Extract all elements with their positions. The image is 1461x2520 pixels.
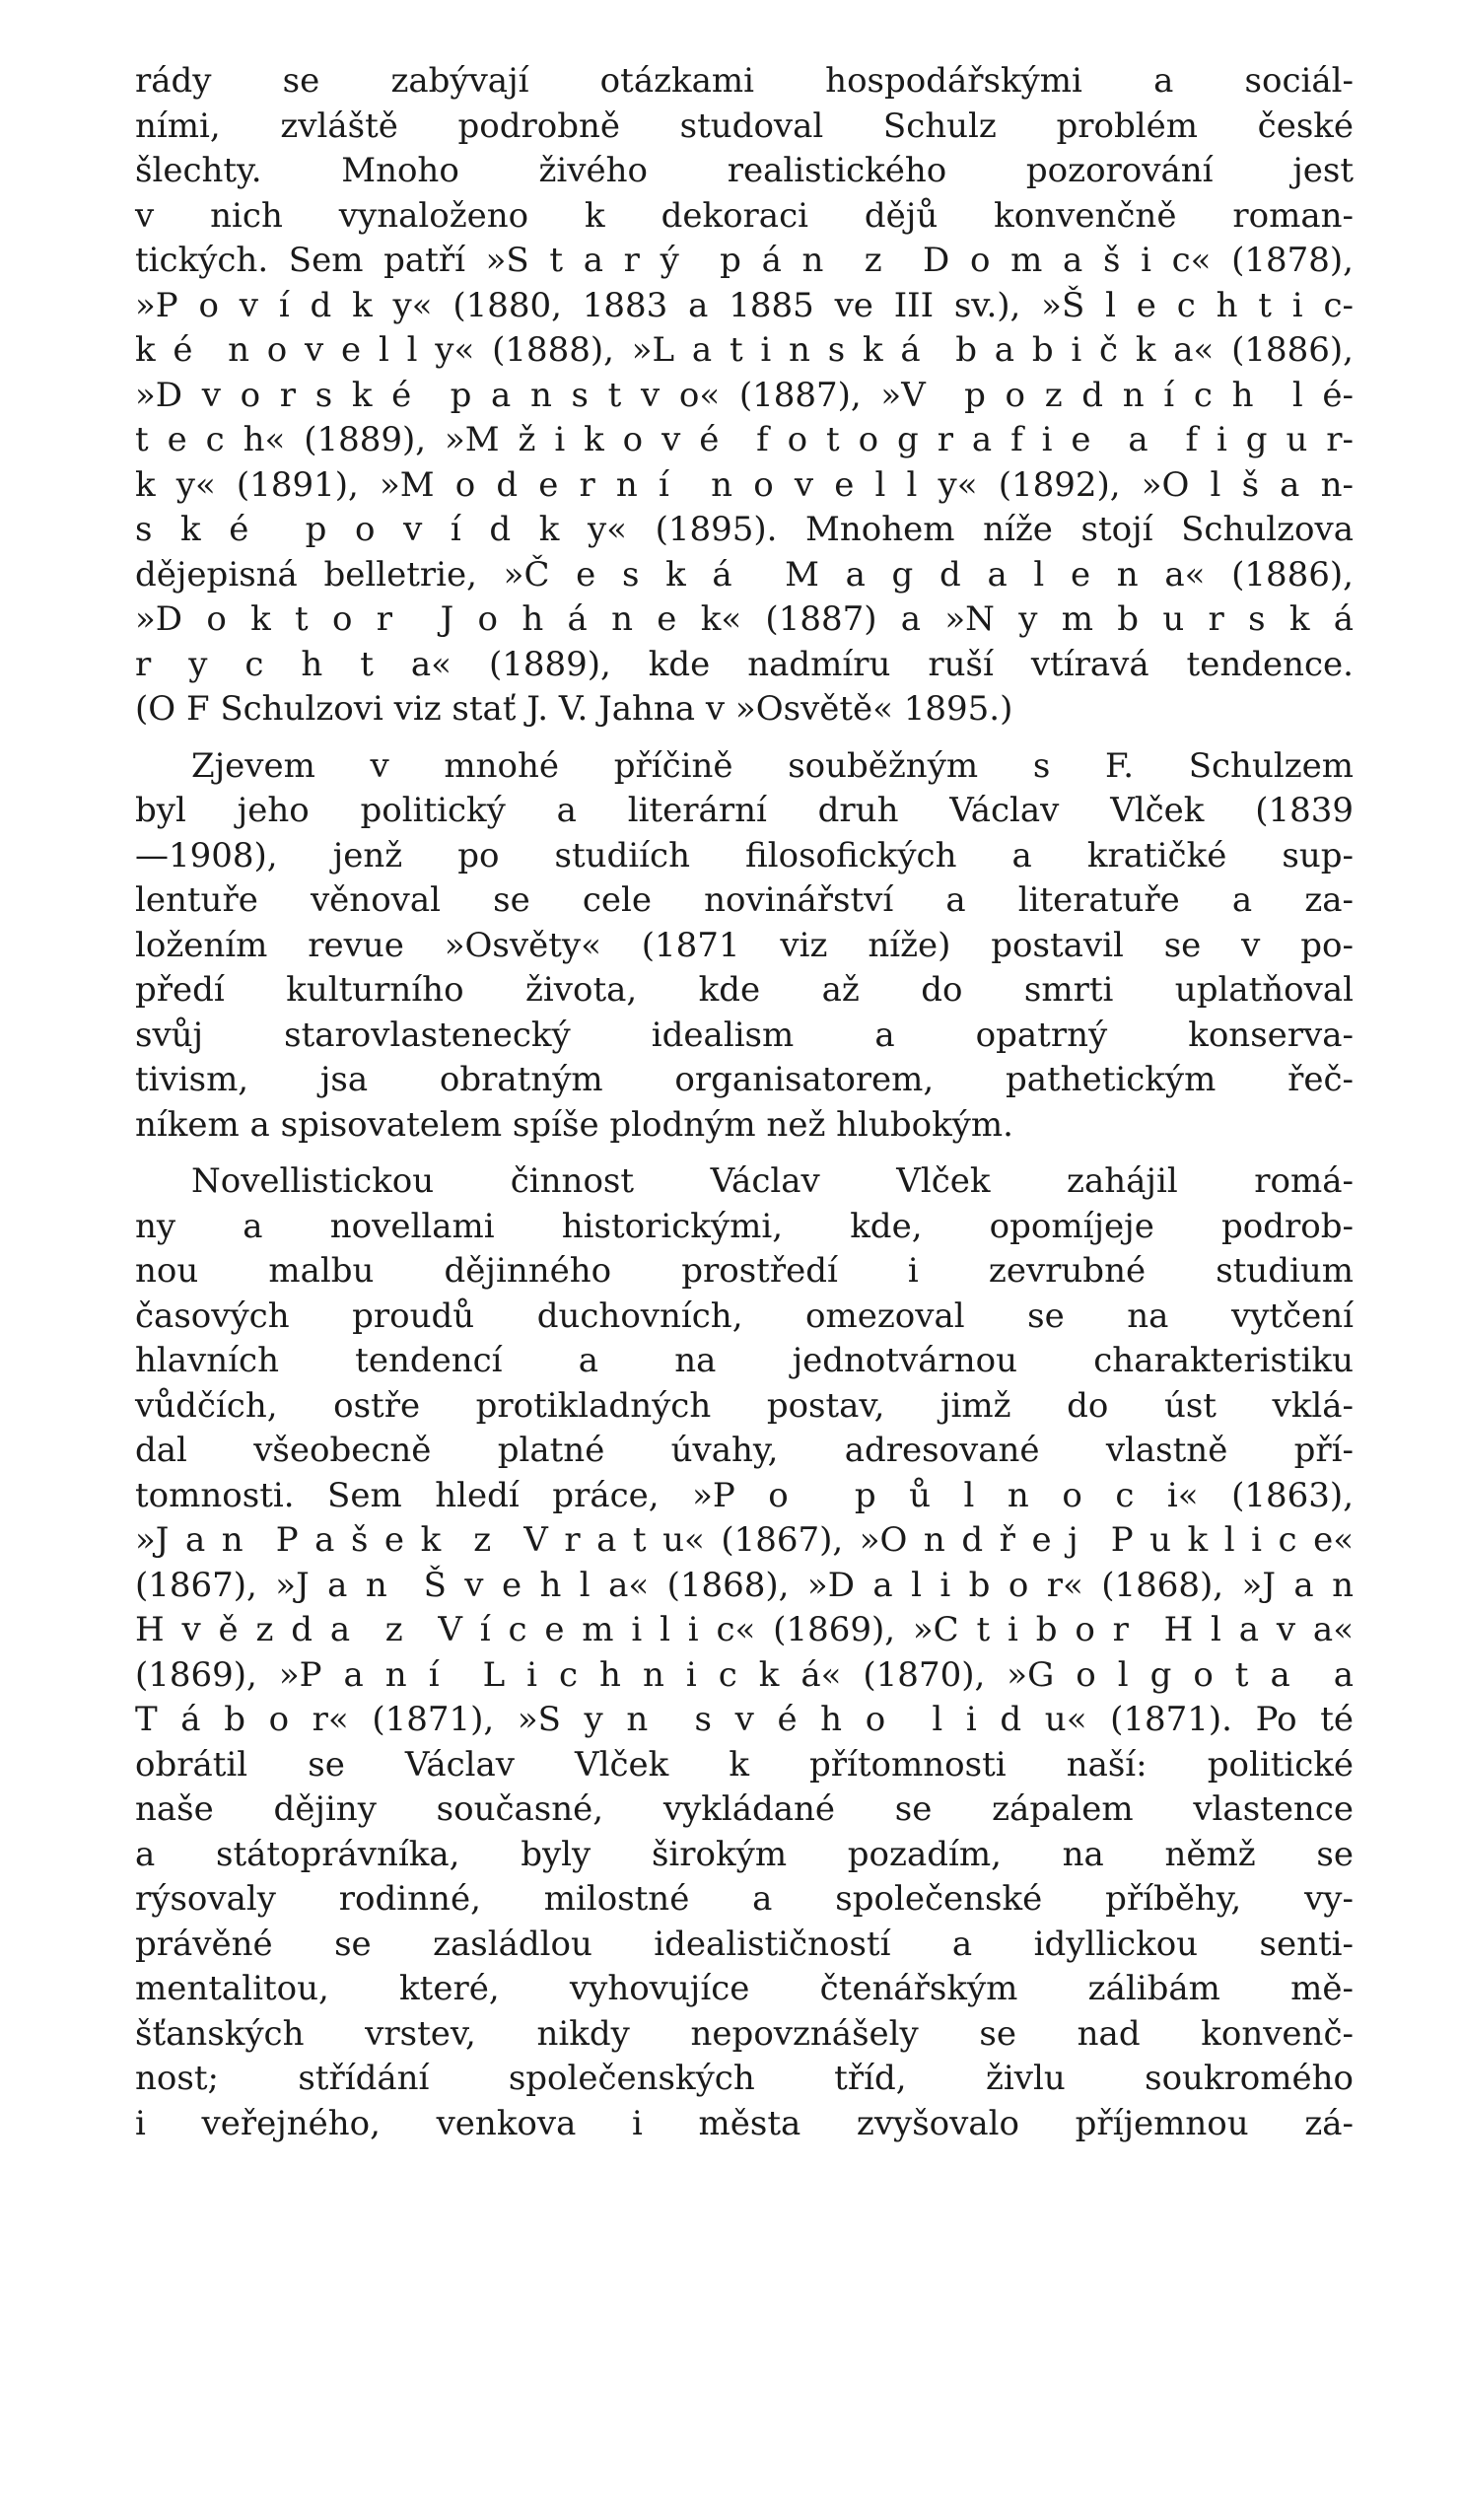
- text-line: rády se zabývají otázkami hospodářskými a sociál-: [135, 61, 1354, 101]
- text-line: tivism, jsa obratným organisatorem, pathetickým řeč-: [135, 1060, 1354, 1099]
- page-text: [135, 59, 1354, 2146]
- paragraph-gap: [135, 1148, 1354, 1159]
- text-line: nost; střídání společenských tříd, živlu soukromého: [135, 2059, 1354, 2098]
- text-line: k é n o v e l l y« (1888), »L a t i n s k á b a b i č k a« (1886),: [135, 330, 1354, 370]
- text-line: vůdčích, ostře protikladných postav, jimž do úst vklá-: [135, 1385, 1354, 1426]
- text-line: »J a n P a š e k z V r a t u« (1867), »O n d ř e j P u k l i c e«: [135, 1520, 1354, 1560]
- text-line: byl jeho politický a literární druh Václav Vlček (1839: [135, 791, 1354, 830]
- text-line: (O F Schulzovi viz stať J. V. Jahna v »Osvětě« 1895.): [135, 689, 1013, 729]
- paragraph-3: [135, 1159, 1354, 2146]
- text-line: r y c h t a« (1889), kde nadmíru ruší vtíravá tendence.: [135, 644, 1354, 684]
- text-line: nou malbu dějinného prostředí i zevrubné studium: [135, 1251, 1354, 1291]
- paragraph-gap: [135, 733, 1354, 744]
- text-line: obrátil se Václav Vlček k přítomnosti naší: politické: [135, 1744, 1354, 1785]
- text-line: šlechty. Mnoho živého realistického pozorování jest: [135, 151, 1354, 190]
- text-line: (1867), »J a n Š v e h l a« (1868), »D a l i b o r« (1868), »J a n: [135, 1565, 1354, 1605]
- text-line: svůj starovlastenecký idealism a opatrný konserva-: [135, 1015, 1354, 1055]
- text-line: lentuře věnoval se cele novinářství a literatuře a za-: [135, 880, 1354, 920]
- text-line: rýsovaly rodinné, milostné a společenské příběhy, vy-: [135, 1879, 1354, 1919]
- text-line: tických. Sem patří »S t a r ý p á n z D o m a š i c« (1878),: [135, 241, 1354, 280]
- text-line: k y« (1891), »M o d e r n í n o v e l l y« (1892), »O l š a n-: [135, 464, 1354, 505]
- text-line: ny a novellami historickými, kde, opomíjeje podrob-: [135, 1206, 1354, 1246]
- text-line: ložením revue »Osvěty« (1871 viz níže) postavil se v po-: [135, 925, 1354, 965]
- paragraph-1: [135, 59, 1354, 733]
- text-line: H v ě z d a z V í c e m i l i c« (1869), »C t i b o r H l a v a«: [135, 1610, 1354, 1649]
- paragraph-2: [135, 744, 1354, 1149]
- text-line: i veřejného, venkova i města zvyšovalo příjemnou zá-: [135, 2103, 1354, 2143]
- text-line: právěné se zasládlou idealističností a idyllickou senti-: [135, 1924, 1354, 1964]
- text-line: předí kulturního života, kde až do smrti uplatňoval: [135, 970, 1354, 1010]
- text-line: »P o v í d k y« (1880, 1883 a 1885 ve III sv.), »Š l e c h t i c-: [135, 285, 1354, 325]
- text-line: (1869), »P a n í L i c h n i c k á« (1870), »G o l g o t a a: [135, 1654, 1354, 1695]
- text-line: dějepisná belletrie, »Č e s k á M a g d a l e n a« (1886),: [135, 554, 1354, 595]
- text-line: níkem a spisovatelem spíše plodným než hlubokým.: [135, 1104, 1013, 1145]
- text-line: »D o k t o r J o h á n e k« (1887) a »N y m b u r s k á: [135, 599, 1354, 639]
- text-line: dal všeobecně platné úvahy, adresované vlastně pří-: [135, 1431, 1354, 1470]
- text-line: a státoprávníka, byly širokým pozadím, na němž se: [135, 1834, 1354, 1874]
- text-line: časových proudů duchovních, omezoval se na vytčení: [135, 1295, 1354, 1336]
- text-line: s k é p o v í d k y« (1895). Mnohem níže stojí Schulzova: [135, 510, 1354, 549]
- text-line: naše dějiny současné, vykládané se zápalem vlastence: [135, 1789, 1354, 1829]
- text-line: hlavních tendencí a na jednotvárnou charakteristiku: [135, 1341, 1354, 1380]
- text-line: Zjevem v mnohé příčině souběžným s F. Schulzem: [191, 745, 1354, 786]
- text-line: ními, zvláště podrobně studoval Schulz problém české: [135, 105, 1354, 146]
- text-line: šťanských vrstev, nikdy nepovznášely se nad konvenč-: [135, 2013, 1354, 2054]
- text-line: mentalitou, které, vyhovujíce čtenářským zálibám mě-: [135, 1969, 1354, 2008]
- text-line: v nich vynaloženo k dekoraci dějů konvenčně roman-: [135, 195, 1354, 236]
- text-line: —1908), jenž po studiích filosofických a kratičké sup-: [135, 835, 1354, 875]
- text-line: tomnosti. Sem hledí práce, »P o p ů l n o c i« (1863),: [135, 1475, 1354, 1515]
- text-line: T á b o r« (1871), »S y n s v é h o l i d u« (1871). Po té: [135, 1700, 1354, 1739]
- text-line: »D v o r s k é p a n s t v o« (1887), »V p o z d n í c h l é-: [135, 375, 1354, 415]
- text-line: t e c h« (1889), »M ž i k o v é f o t o g r a f i e a f i g u r-: [135, 420, 1354, 459]
- text-line: Novellistickou činnost Václav Vlček zahájil romá-: [191, 1161, 1354, 1201]
